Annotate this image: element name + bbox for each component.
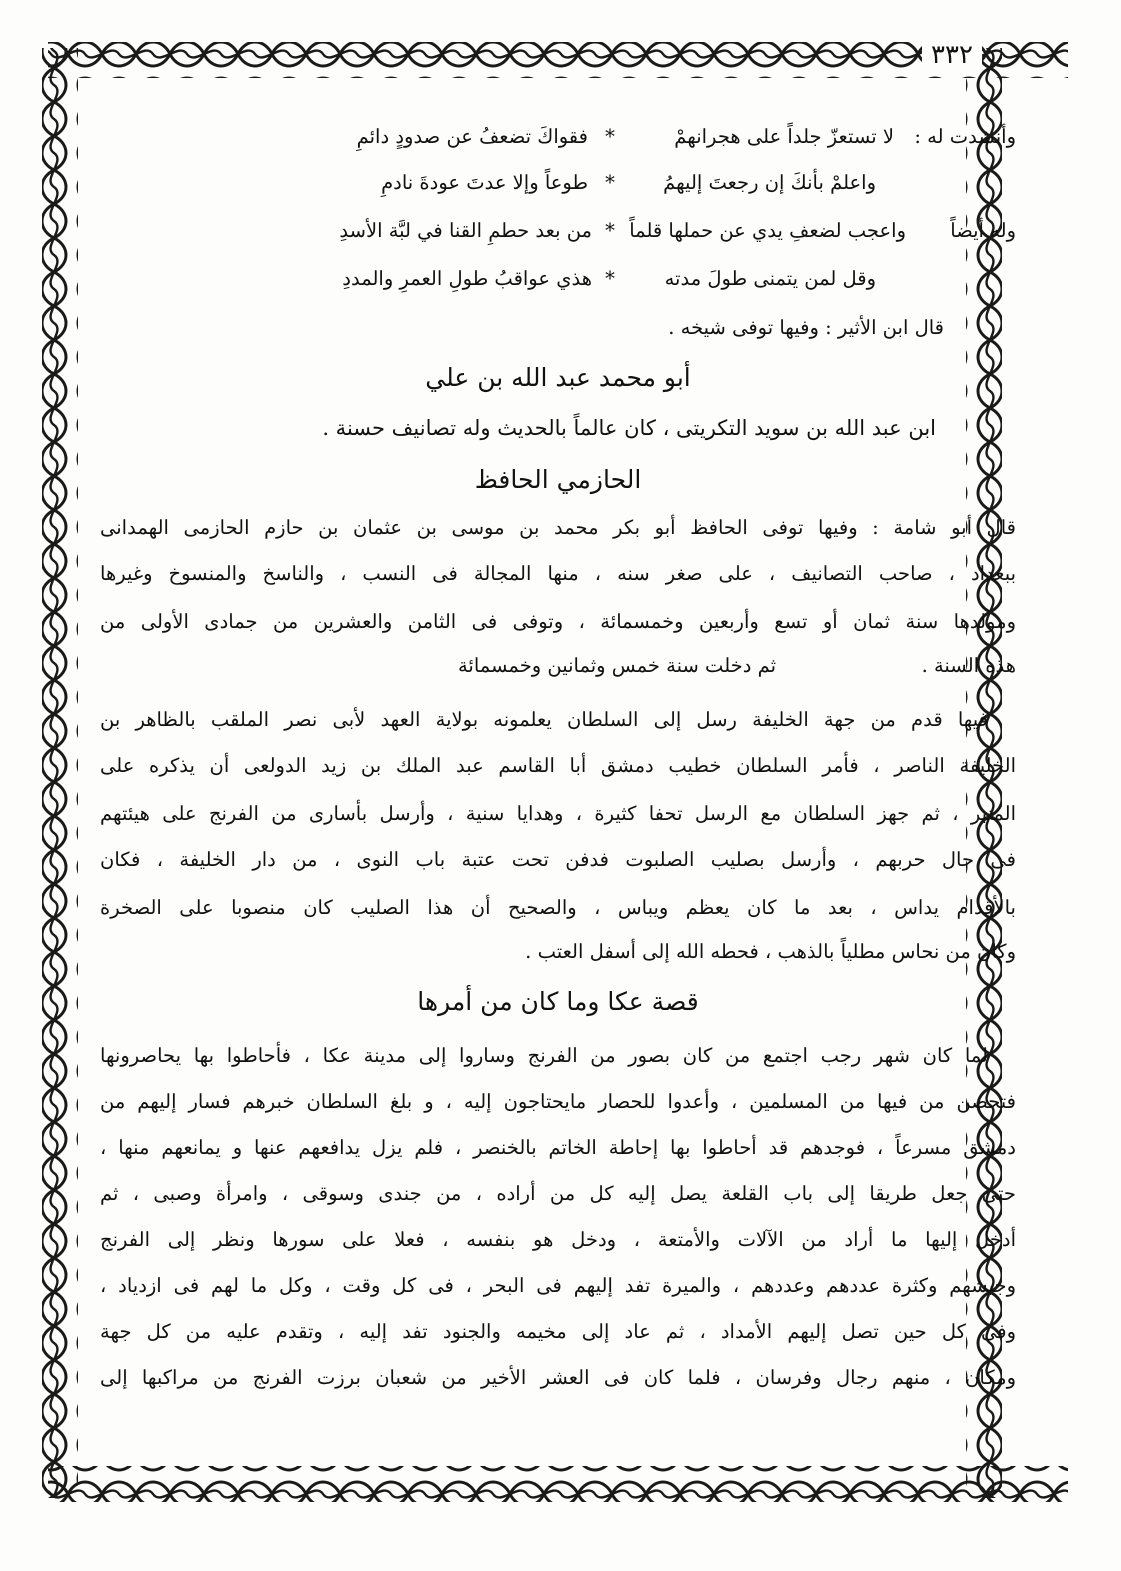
- poem-line-2-first-hemistich: واعلمْ بأنكَ إن رجعتَ إليهمُ: [663, 171, 876, 194]
- year-heading: ثم دخلت سنة خمس وثمانين وخمسمائة: [457, 654, 776, 677]
- paragraph-line: فتحصن من فيها من المسلمين ، وأعدوا للحصار مايحتاجون إليه ، و بلغ السلطان خبرهم فسار إليهم من: [100, 1090, 1016, 1113]
- paragraph-line: أدخل إليها ما أراد من الآلات والأمتعة ، ودخل هو بنفسه ، فعلا على سورها ونظر إلى الفرنج: [100, 1228, 1016, 1251]
- paragraph-line: هذه السنة .: [921, 654, 1016, 677]
- verse-separator: *: [605, 125, 615, 148]
- bio-heading-hazimi: الحازمي الحافظ: [474, 465, 642, 494]
- also-label: وله أيضاً: [950, 219, 1016, 242]
- paragraph-line: ببغداد ، صاحب التصانيف ، على صغر سنه ، منها المجالة فى النسب ، والناسخ والمنسوخ وغيرها: [100, 562, 1016, 585]
- paragraph-line: فيها قدم من جهة الخليفة رسل إلى السلطان يعلمونه بولاية العهد لأبى نصر الملقب بالظاهر بن: [100, 708, 988, 731]
- poem-line-2-second-hemistich: طوعاً وإلا عدتَ عودةَ نادمِ: [381, 171, 588, 194]
- verse-separator: *: [605, 171, 615, 194]
- paragraph-line: لما كان شهر رجب اجتمع من كان بصور من الفرنج وساروا إلى مدينة عكا ، فأحاطوا بها يحاصرونها: [100, 1044, 988, 1067]
- verse-intro: وأنشدت له :: [914, 125, 1016, 148]
- page-text: [100, 115, 1016, 1435]
- paragraph-line: المنبر ، ثم جهز السلطان مع الرسل تحفا كثيرة ، وهدايا سنية ، وأرسل بأسارى من الفرنج على هيئتهم: [100, 802, 1016, 825]
- section-heading-acre: قصة عكا وما كان من أمرها: [417, 987, 699, 1016]
- verse-separator: *: [605, 267, 615, 290]
- paragraph-line: وفى كل حين تصل إليهم الأمداد ، ثم عاد إلى مخيمه والجنود تفد إليه ، وتقدم عليه من كل جهة: [100, 1320, 1016, 1343]
- poem-line-1-first-hemistich: لا تستعزّ جلداً على هجرانهمْ: [674, 125, 894, 148]
- ibn-athir-line: قال ابن الأثير : وفيها توفى شيخه .: [668, 316, 944, 339]
- poem-line-3-second-hemistich: من بعد حطمِ القنا في لبَّة الأسدِ: [339, 219, 592, 242]
- bio-line: ابن عبد الله بن سويد التكريتى ، كان عالماً بالحديث وله تصانيف حسنة .: [322, 416, 936, 440]
- poem-line-3-first-hemistich: واعجب لضعفِ يدي عن حملها قلماً: [629, 219, 906, 242]
- paragraph-line: الخليفة الناصر ، فأمر السلطان خطيب دمشق أبا القاسم عبد الملك بن زيد الدولعى أن يذكره على: [100, 754, 1016, 777]
- bio-heading-abu-muhammad: أبو محمد عبد الله بن علي: [425, 363, 691, 392]
- paragraph-line: حتى جعل طريقا إلى باب القلعة يصل إليه كل من أراده ، من جندى وسوقى ، وامرأة وصبى ، ثم: [100, 1182, 1016, 1205]
- paragraph-line: ومولدها سنة ثمان أو تسع وأربعين وخمسمائة ، وتوفى فى الثامن والعشرين من جمادى الأولى من: [100, 610, 1016, 633]
- poem-line-1-second-hemistich: فقواكَ تضعفُ عن صدودٍ دائمِ: [356, 125, 588, 148]
- paragraph-line: ومكان ، منهم رجال وفرسان ، فلما كان فى العشر الأخير من شعبان برزت الفرنج من مراكبها إلى: [100, 1366, 1016, 1389]
- paragraph-line: وجيشهم وكثرة عددهم وعددهم ، والميرة تفد إليهم فى البحر ، فى كل وقت ، وكل ما لهم فى ازدياد ،: [100, 1274, 1016, 1297]
- paragraph-line: قال أبو شامة : وفيها توفى الحافظ أبو بكر محمد بن موسى بن عثمان بن حازم الحازمى الهمدانى: [100, 516, 1016, 539]
- paragraph-line: فى حال حربهم ، وأرسل بصليب الصلبوت فدفن تحت عتبة باب النوى ، من دار الخليفة ، فكان: [100, 848, 1016, 871]
- poem-line-4-first-hemistich: وقل لمن يتمنى طولَ مدته: [664, 267, 876, 290]
- poem-line-4-second-hemistich: هذي عواقبُ طولِ العمرِ والمددِ: [342, 267, 592, 290]
- paragraph-line: دمشق مسرعاً ، فوجدهم قد أحاطوا بها إحاطة الخاتم بالخنصر ، فلم يزل يدافعهم عنها و يمانعهم منها ،: [100, 1136, 1016, 1159]
- paragraph-line: بالأقدام يداس ، بعد ما كان يعظم ويباس ، والصحيح أن هذا الصليب كان منصوبا على الصخرة: [100, 896, 1016, 919]
- paragraph-line: وكان من نحاس مطلياً بالذهب ، فحطه الله إلى أسفل العتب .: [525, 940, 1016, 963]
- page-number: ٣٣٢: [922, 38, 982, 72]
- verse-separator: *: [605, 219, 615, 242]
